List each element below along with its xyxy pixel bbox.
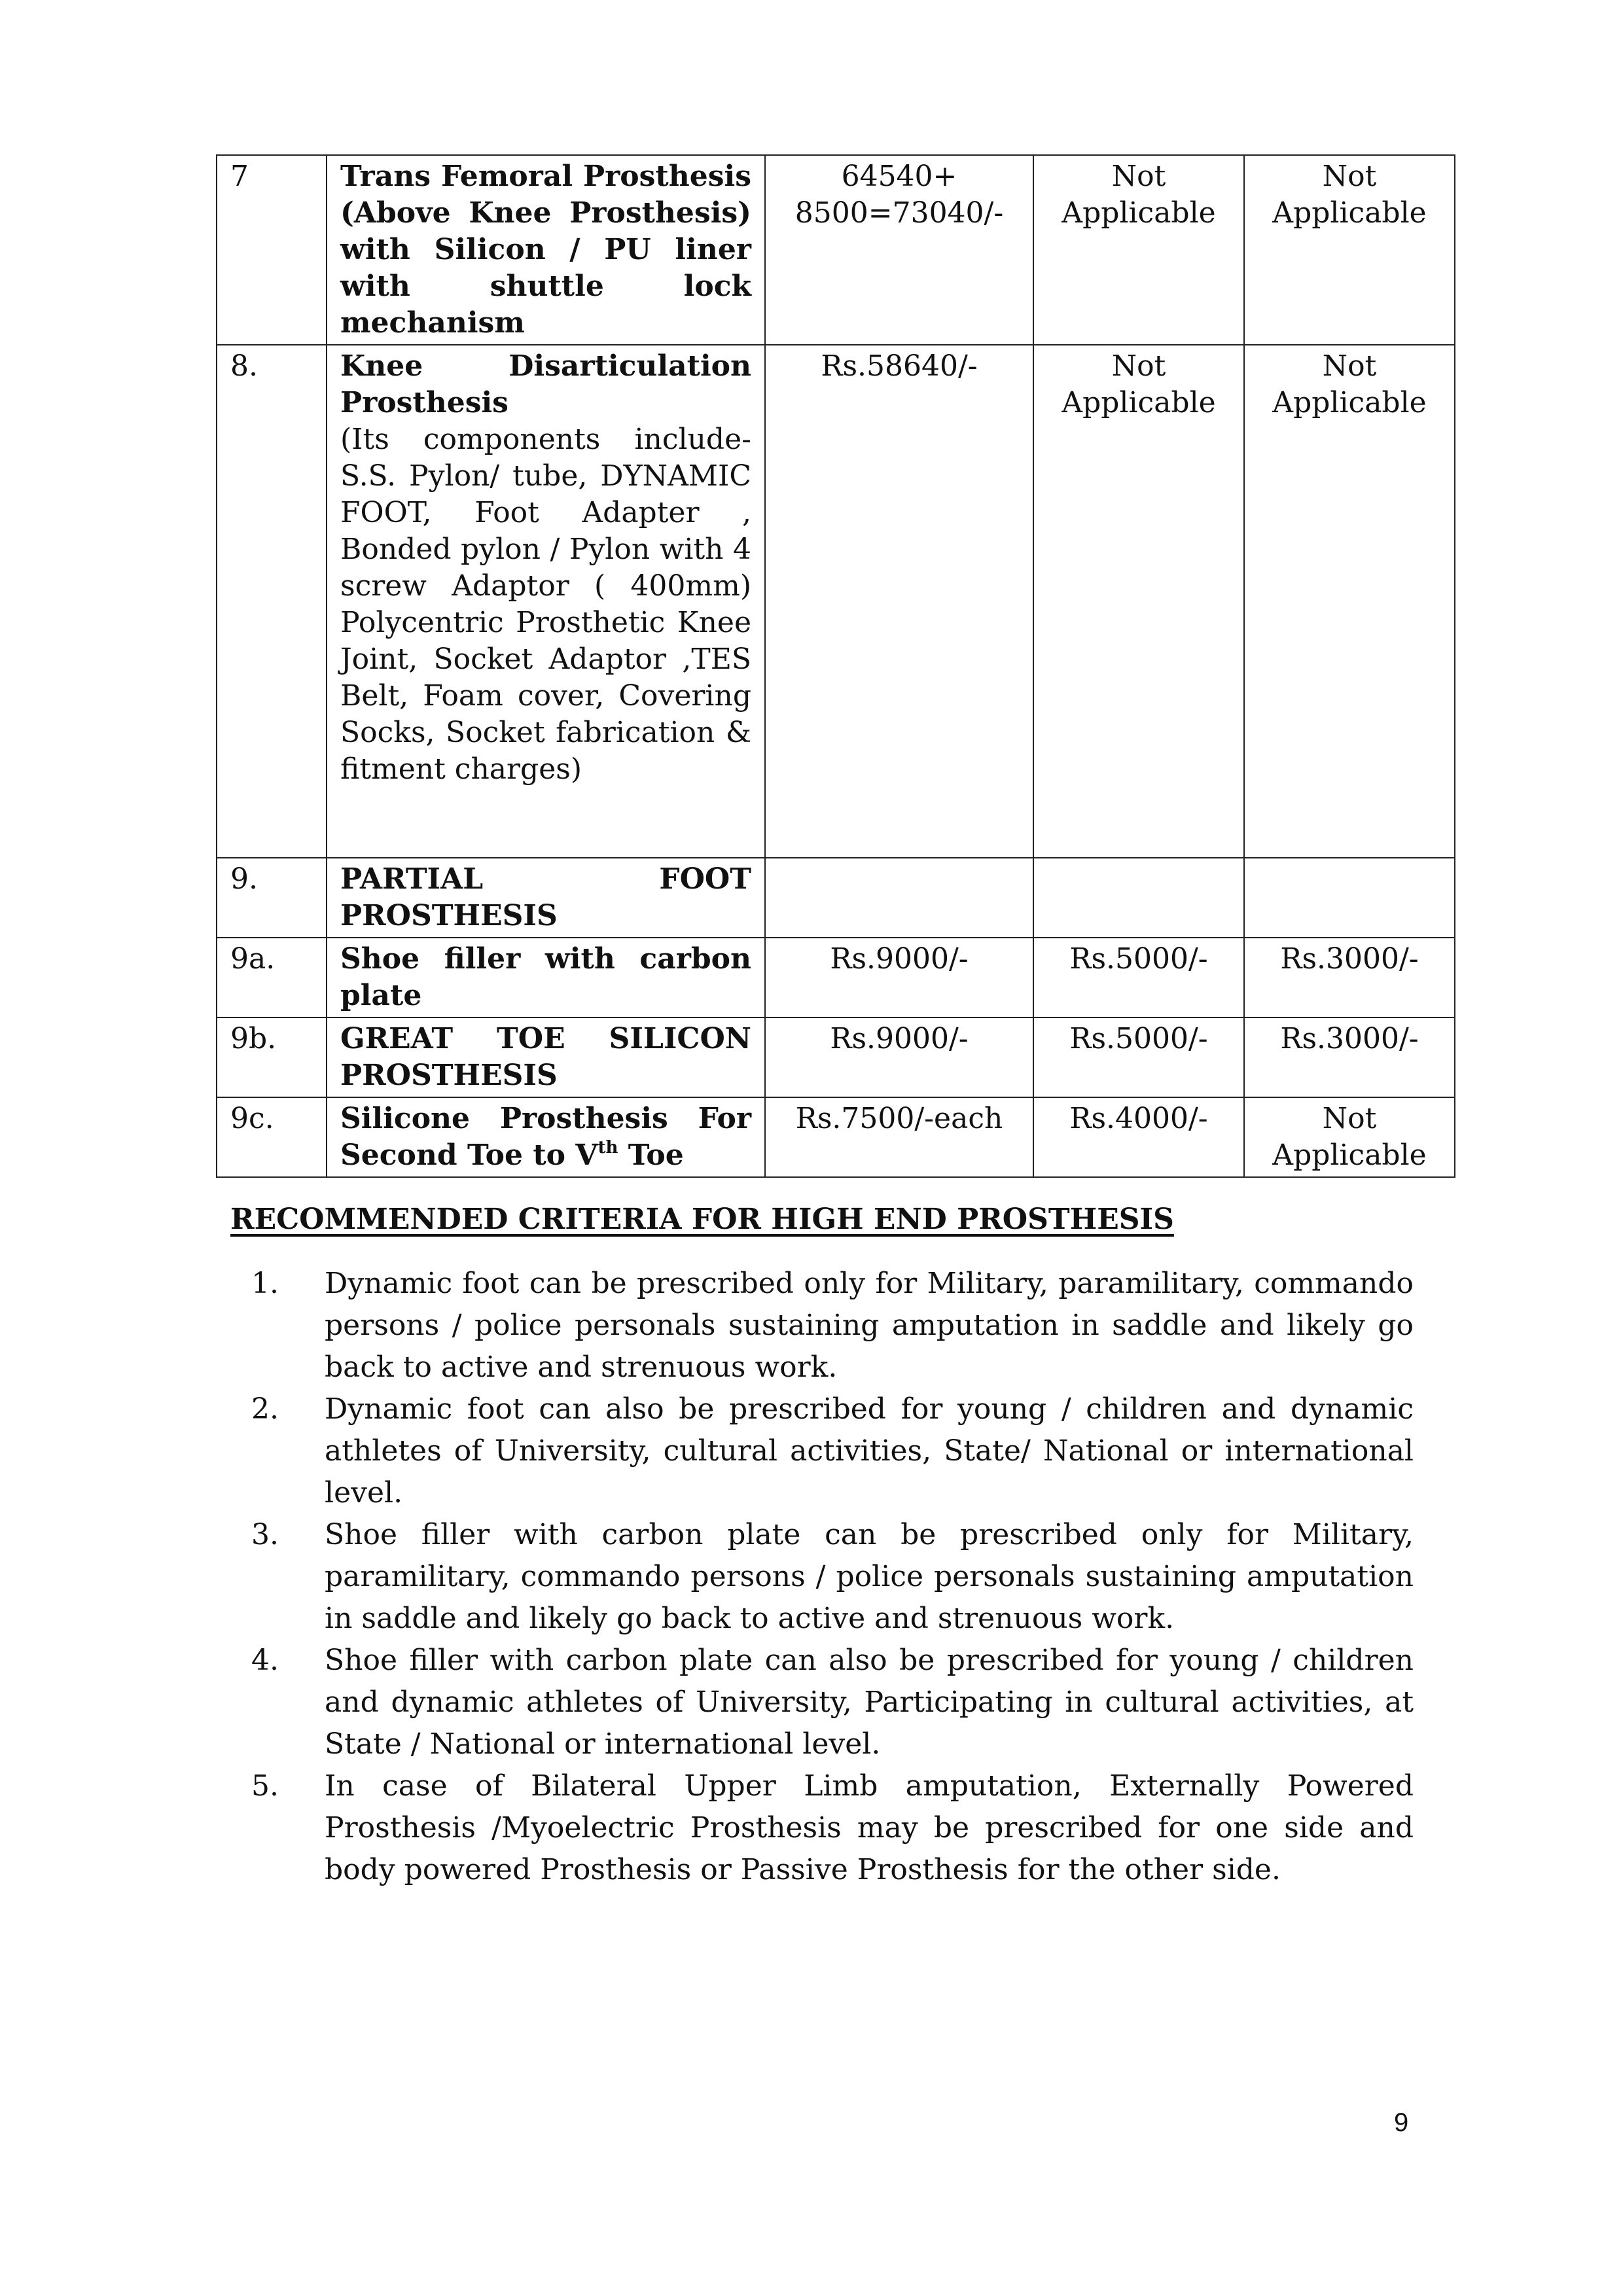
list-text: Dynamic foot can also be prescribed for young / children and dynamic athletes of University, cultural activities, State/ National or international level. (325, 1392, 1414, 1510)
table-row (217, 858, 1455, 938)
item-description: GREAT TOE SILICON PROSTHESIS (327, 1017, 765, 1097)
list-item (229, 1263, 1414, 1388)
rate-column-c: Not Applicable (1244, 345, 1455, 858)
rate-column-a: Rs.9000/- (765, 938, 1033, 1017)
list-number: 1. (251, 1267, 279, 1300)
list-number: 2. (251, 1392, 279, 1426)
rate-column-b: Rs.5000/- (1033, 1017, 1244, 1097)
table-row (217, 345, 1455, 858)
rate-column-c (1244, 858, 1455, 938)
rate-column-c: Rs.3000/- (1244, 938, 1455, 1017)
list-number: 5. (251, 1769, 279, 1803)
item-title-part: Silicone Prosthesis For Second Toe to V (340, 1102, 751, 1172)
item-description: Trans Femoral Prosthesis (Above Knee Prosthesis) with Silicon / PU liner with shuttle lock mechanism (327, 155, 765, 345)
section-heading: RECOMMENDED CRITERIA FOR HIGH END PROSTHESIS (230, 1203, 1174, 1236)
rate-column-a: Rs.9000/- (765, 1017, 1033, 1097)
item-description: PARTIAL FOOT PROSTHESIS (327, 858, 765, 938)
list-text: In case of Bilateral Upper Limb amputation, Externally Powered Prosthesis /Myoelectric Prosthesis may be prescribed for one side and body powered Prosthesis or Passive Prosthesis for the other side. (325, 1769, 1414, 1886)
list-number: 4. (251, 1644, 279, 1677)
rate-column-a (765, 858, 1033, 938)
prosthesis-price-table (216, 154, 1455, 1178)
list-item (229, 1765, 1414, 1891)
table-row (217, 1017, 1455, 1097)
table-row (217, 938, 1455, 1017)
list-text: Shoe filler with carbon plate can be prescribed only for Military, paramilitary, commando persons / police personals sustaining amputation in saddle and likely go back to active and strenuous work. (325, 1518, 1414, 1635)
rate-column-a: Rs.58640/- (765, 345, 1033, 858)
serial-number: 9. (217, 858, 327, 938)
item-description (327, 1097, 765, 1177)
list-item (229, 1514, 1414, 1640)
list-item (229, 1640, 1414, 1765)
rate-column-b: Rs.5000/- (1033, 938, 1244, 1017)
table-row (217, 155, 1455, 345)
serial-number: 9b. (217, 1017, 327, 1097)
rate-column-c: Not Applicable (1244, 1097, 1455, 1177)
list-text: Dynamic foot can be prescribed only for Military, paramilitary, commando persons / police personals sustaining amputation in saddle and likely go back to active and strenuous work. (325, 1267, 1414, 1384)
list-number: 3. (251, 1518, 279, 1551)
ordinal-suffix: th (597, 1138, 618, 1157)
rate-column-b (1033, 858, 1244, 938)
rate-column-a: 64540+ 8500=73040/- (765, 155, 1033, 345)
page-number: 9 (1394, 2108, 1409, 2137)
rate-column-a: Rs.7500/-each (765, 1097, 1033, 1177)
serial-number: 9a. (217, 938, 327, 1017)
list-item (229, 1388, 1414, 1514)
rate-column-c: Rs.3000/- (1244, 1017, 1455, 1097)
item-title-part: Toe (618, 1139, 684, 1172)
rate-column-b: Rs.4000/- (1033, 1097, 1244, 1177)
criteria-list (229, 1263, 1414, 1891)
serial-number: 8. (217, 345, 327, 858)
rate-column-b: Not Applicable (1033, 155, 1244, 345)
list-text: Shoe filler with carbon plate can also be prescribed for young / children and dynamic athletes of University, Participating in cultural activities, at State / National or international level. (325, 1644, 1414, 1761)
item-description (327, 345, 765, 858)
rate-column-c: Not Applicable (1244, 155, 1455, 345)
table-row (217, 1097, 1455, 1177)
serial-number: 9c. (217, 1097, 327, 1177)
serial-number: 7 (217, 155, 327, 345)
item-title: Knee Disarticulation Prosthesis (340, 349, 751, 419)
item-components: (Its components include- S.S. Pylon/ tube, DYNAMIC FOOT, Foot Adapter , Bonded pylon / Pylon with 4 screw Adaptor ( 400mm) Polycentric Prosthetic Knee Joint, Socket Adaptor ,TES Belt, Foam cover, Covering Socks, Socket fabrication & fitment charges) (340, 423, 751, 786)
rate-column-b: Not Applicable (1033, 345, 1244, 858)
item-description: Shoe filler with carbon plate (327, 938, 765, 1017)
